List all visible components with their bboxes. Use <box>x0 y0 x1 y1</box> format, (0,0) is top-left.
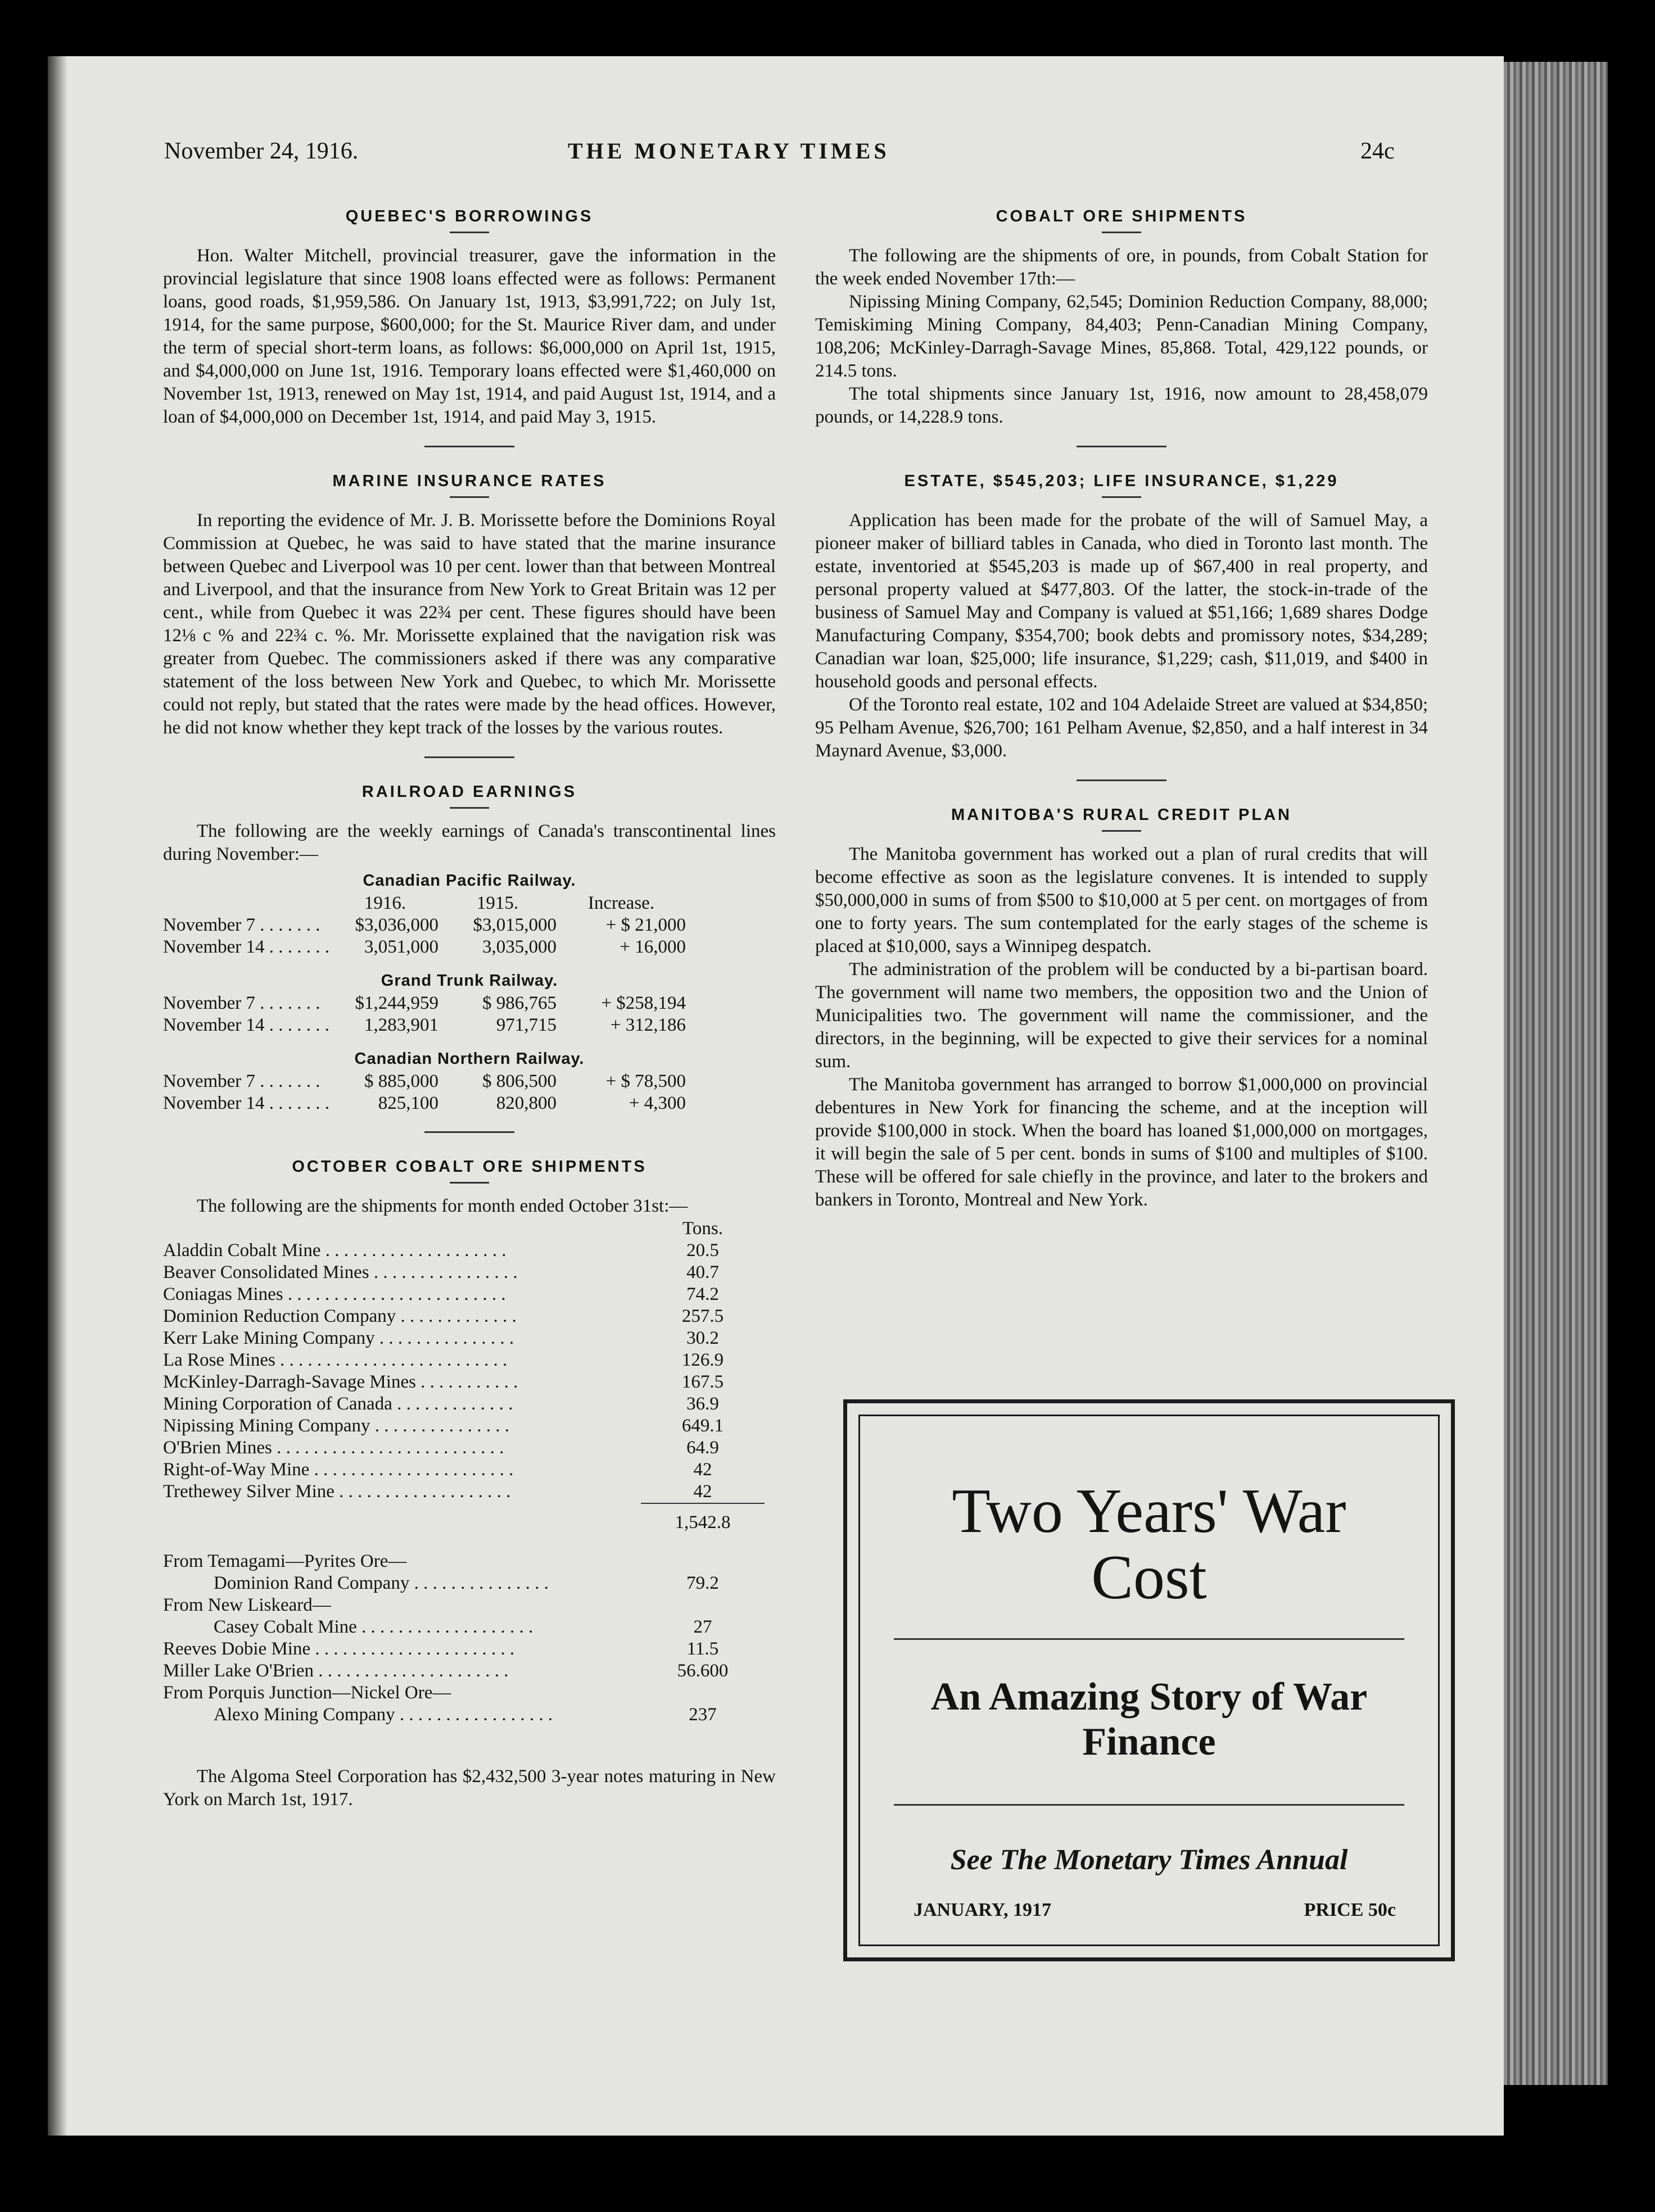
col-increase-header: Increase. <box>587 893 655 913</box>
value-1916: $ 885,000 <box>364 1071 438 1091</box>
ore-source: Reeves Dobie Mine . . . . . . . . . . . . . . . . . . . . . . <box>163 1639 515 1659</box>
mine-tons: 167.5 <box>681 1372 724 1392</box>
mine-name: La Rose Mines . . . . . . . . . . . . . . . . . . . . . . . . . <box>163 1350 508 1370</box>
mine-name: McKinley-Darragh-Savage Mines . . . . . . . . . . . <box>163 1372 518 1392</box>
earnings-table-gtr <box>163 992 776 1036</box>
ore-source: From Temagami—Pyrites Ore— <box>163 1551 407 1571</box>
value-increase: + $258,194 <box>601 993 686 1013</box>
blank-cell <box>163 1218 641 1240</box>
estate-heading: ESTATE, $545,203; LIFE INSURANCE, $1,229 <box>904 472 1339 490</box>
ad-call-to-action: See The Monetary Times Annual <box>950 1844 1348 1876</box>
heading-rule <box>450 1182 489 1184</box>
heading-rule <box>1102 232 1141 233</box>
value-increase: + $ 21,000 <box>605 915 686 935</box>
ad-subtitle-line1: An Amazing Story of War <box>930 1675 1368 1719</box>
ad-title-line1: Two Years' War <box>952 1476 1346 1546</box>
quebec-body: Hon. Walter Mitchell, provincial treasurer, gave the information in the provincial legislature that since 1908 loans effected were as follows: Permanent loans, good roads, $1,959,586. On January 1st, 1913, $3,991,722; on July 1st, 1914, for the same purpose, $600,000; for the St. Maurice River dam, and under the term of special short-term loans, as follows: $6,000,000 on April 1st, 1915, and $4,000,000 on June 1st, 1916. Temporary loans effected were $1,460,000 on November 1st, 1913, renewed on May 1st, 1914, and paid August 1st, 1914, and a loan of $4,000,000 on December 1st, 1914, and paid May 3, 1915. <box>163 246 776 427</box>
mine-name: O'Brien Mines . . . . . . . . . . . . . . . . . . . . . . . . . <box>163 1438 504 1458</box>
marine-heading: MARINE INSURANCE RATES <box>332 472 607 490</box>
row-label: November 7 . . . . . . . <box>163 915 320 935</box>
blank-cell <box>163 1503 641 1534</box>
ore-tons: 27 <box>693 1617 712 1637</box>
mine-name: Coniagas Mines . . . . . . . . . . . . . . . . . . . . . . . . <box>163 1284 506 1304</box>
mine-name: Dominion Reduction Company . . . . . . . . . . . . . <box>163 1306 517 1326</box>
mine-tons: 74.2 <box>686 1284 719 1304</box>
cobalt-p3: The total shipments since January 1st, 1916, now amount to 28,458,079 pounds, or 14,228.9 tons. <box>815 384 1428 427</box>
heading-rule <box>1102 830 1141 832</box>
value-1916: 825,100 <box>378 1093 438 1113</box>
row-label: November 14 . . . . . . . <box>163 937 330 957</box>
value-increase: + 16,000 <box>620 937 686 957</box>
ad-price: PRICE 50c <box>1304 1900 1396 1920</box>
heading-rule <box>450 807 489 809</box>
marine-body: In reporting the evidence of Mr. J. B. Morissette before the Dominions Royal Commission at Quebec, he was said to have stated that the marine insurance between Quebec and Liverpool was 10 per cent. lower than that between Montreal and Liverpool, and that the insurance from New York to Great Britain was 12 per cent., while from Quebec it was 22¾ per cent. These figures should have been 12⅛ c % and 22¾ c. %. Mr. Morissette explained that the navigation risk was greater from Quebec. The commissioners asked if there was any comparative statement of the loss between New York and Quebec, to which Mr. Morissette could not reply, but stated that the rates were made by the head offices. However, he did not know whether they kept track of the losses by the various routes. <box>163 510 776 738</box>
row-label: November 7 . . . . . . . <box>163 1071 320 1091</box>
value-1915: $ 986,765 <box>482 993 557 1013</box>
ad-date: JANUARY, 1917 <box>914 1900 1052 1920</box>
ad-title-line2: Cost <box>1091 1543 1207 1612</box>
mine-tons: 257.5 <box>681 1306 724 1326</box>
section-separator <box>424 1131 514 1133</box>
ore-tons: 79.2 <box>686 1573 719 1593</box>
mine-tons: 126.9 <box>681 1350 724 1370</box>
right-column <box>815 205 1428 1212</box>
ore-source: From New Liskeard— <box>163 1595 331 1615</box>
quebec-heading: QUEBEC'S BORROWINGS <box>345 207 594 225</box>
blank-cell <box>163 892 332 914</box>
mine-tons: 20.5 <box>686 1240 719 1261</box>
total-tons: 1,542.8 <box>641 1503 765 1534</box>
heading-rule <box>1102 496 1141 498</box>
spine-shadow <box>48 56 67 2136</box>
algoma-body: The Algoma Steel Corporation has $2,432,500 3-year notes maturing in New York on March 1st, 1917. <box>163 1766 776 1810</box>
mine-name: Nipissing Mining Company . . . . . . . . . . . . . . . <box>163 1416 510 1436</box>
value-1916: 3,051,000 <box>364 937 438 957</box>
ad-rule <box>894 1804 1404 1806</box>
earnings-table-cnr <box>163 1071 776 1114</box>
value-increase: + 312,186 <box>610 1015 686 1035</box>
col-1916-header: 1916. <box>364 893 406 913</box>
cobalt-heading: COBALT ORE SHIPMENTS <box>996 207 1247 225</box>
heading-rule <box>450 232 489 233</box>
ad-rule <box>894 1638 1404 1640</box>
mine-tons: 64.9 <box>686 1438 719 1458</box>
value-1916: $1,244,959 <box>355 993 438 1013</box>
mine-name: Trethewey Silver Mine . . . . . . . . . . . . . . . . . . . <box>163 1481 511 1502</box>
railroad-intro: The following are the weekly earnings of Canada's transcontinental lines during November:— <box>163 821 776 864</box>
ore-tons <box>641 1594 765 1616</box>
row-label: November 14 . . . . . . . <box>163 1093 330 1113</box>
header-page-number: 24c <box>1360 138 1395 164</box>
book-page-edges <box>1504 62 1608 2085</box>
cobalt-p2: Nipissing Mining Company, 62,545; Dominion Reduction Company, 88,000; Temiskiming Mining Company, 84,403; Penn-Canadian Mining Company, 108,206; McKinley-Darragh-Savage Mines, 85,868. Total, 429,122 pounds, or 214.5 tons. <box>815 292 1428 381</box>
company-name: Canadian Northern Railway. <box>354 1050 585 1068</box>
section-separator <box>424 756 514 758</box>
estate-p1: Application has been made for the probate of the will of Samuel May, a pioneer maker of billiard tables in Canada, who died in Toronto last month. The estate, inventoried at $545,203 is made up of $67,400 in real property, and personal property valued at $477,803. Of the latter, the stock-in-trade of the business of Samuel May and Company is valued at $51,166; 1,689 shares Dodge Manufacturing Company, $354,700; book debts and promissory notes, $34,289; Canadian war loan, $25,000; life insurance, $1,229; cash, $11,019, and $400 in household goods and personal effects. <box>815 510 1428 692</box>
advertisement-inner-border <box>858 1415 1440 1946</box>
october-ore-table <box>163 1218 776 1726</box>
ore-source: Miller Lake O'Brien . . . . . . . . . . . . . . . . . . . . . <box>163 1661 509 1681</box>
mine-tons: 42 <box>693 1459 712 1480</box>
left-column <box>163 205 776 1811</box>
ore-source: Alexo Mining Company . . . . . . . . . . . . . . . . . <box>214 1705 553 1725</box>
company-name: Grand Trunk Railway. <box>381 972 558 990</box>
header-publication: THE MONETARY TIMES <box>568 138 890 164</box>
estate-p2: Of the Toronto real estate, 102 and 104 Adelaide Street are valued at $34,850; 95 Pelham Avenue, $26,700; 161 Pelham Avenue, $2,850, and a half interest in 34 Maynard Avenue, $3,000. <box>815 695 1428 761</box>
value-1916: $3,036,000 <box>355 915 438 935</box>
manitoba-p2: The administration of the problem will be conducted by a bi-partisan board. The government will name two members, the opposition two and the Union of Municipalities two. The government will name the commissioner, and the directors, in the beginning, will be expected to give their services for a nominal sum. <box>815 959 1428 1072</box>
value-1915: $ 806,500 <box>482 1071 557 1091</box>
value-increase: + $ 78,500 <box>605 1071 686 1091</box>
ore-tons <box>641 1534 765 1572</box>
ore-tons: 56.600 <box>677 1661 729 1681</box>
mine-name: Right-of-Way Mine . . . . . . . . . . . . . . . . . . . . . . <box>163 1459 514 1480</box>
row-label: November 7 . . . . . . . <box>163 993 320 1013</box>
annual-advertisement <box>843 1399 1455 1961</box>
mine-name: Beaver Consolidated Mines . . . . . . . . . . . . . . . . <box>163 1262 518 1282</box>
ore-source: Dominion Rand Company . . . . . . . . . . . . . . . <box>214 1573 549 1593</box>
mine-name: Mining Corporation of Canada . . . . . . . . . . . . . <box>163 1394 513 1414</box>
header-date: November 24, 1916. <box>164 138 359 164</box>
section-separator <box>424 446 514 447</box>
ore-source: From Porquis Junction—Nickel Ore— <box>163 1683 451 1703</box>
earnings-table-cpr <box>163 892 776 958</box>
ore-source: Casey Cobalt Mine . . . . . . . . . . . . . . . . . . . <box>214 1617 533 1637</box>
ad-subtitle-line2: Finance <box>1082 1720 1216 1764</box>
ore-tons <box>641 1682 765 1704</box>
mine-name: Aladdin Cobalt Mine . . . . . . . . . . . . . . . . . . . . <box>163 1240 507 1261</box>
mine-tons: 649.1 <box>681 1416 724 1436</box>
value-1915: 971,715 <box>496 1015 557 1035</box>
ore-tons: 11.5 <box>686 1639 719 1659</box>
railroad-heading: RAILROAD EARNINGS <box>361 783 577 801</box>
row-label: November 14 . . . . . . . <box>163 1015 330 1035</box>
heading-rule <box>450 496 489 498</box>
value-increase: + 4,300 <box>628 1093 686 1113</box>
value-1916: 1,283,901 <box>364 1015 438 1035</box>
october-intro: The following are the shipments for month ended October 31st:— <box>197 1196 688 1216</box>
mine-tons: 30.2 <box>686 1328 719 1348</box>
manitoba-p1: The Manitoba government has worked out a plan of rural credits that will become effective as soon as the legislature convenes. It is intended to supply $50,000,000 in sums of from $500 to $10,000 at 5 per cent. on mortgages of from one to forty years. The sum contemplated for the early stages of the scheme is placed at $10,000, says a Winnipeg despatch. <box>815 844 1428 957</box>
value-1915: 820,800 <box>496 1093 557 1113</box>
manitoba-p3: The Manitoba government has arranged to borrow $1,000,000 on provincial debentures in New York for financing the scheme, and at the inception will provide $100,000 in stock. When the board has loaned $1,000,000 on mortgages, it will begin the sale of 5 per cent. bonds in sums of $100 and multiples of $100. These will be offered for sale chiefly in the province, and later to the brokers and bankers in Toronto, Montreal and New York. <box>815 1075 1428 1210</box>
value-1915: $3,015,000 <box>473 915 557 935</box>
mine-tons: 42 <box>693 1481 712 1502</box>
section-separator <box>1077 446 1166 447</box>
mine-tons: 40.7 <box>686 1262 719 1282</box>
ore-tons: 237 <box>689 1705 717 1725</box>
company-name: Canadian Pacific Railway. <box>363 872 576 890</box>
october-heading: OCTOBER COBALT ORE SHIPMENTS <box>292 1158 647 1176</box>
mine-tons: 36.9 <box>686 1394 719 1414</box>
manitoba-heading: MANITOBA'S RURAL CREDIT PLAN <box>951 806 1292 824</box>
mine-name: Kerr Lake Mining Company . . . . . . . . . . . . . . . <box>163 1328 514 1348</box>
col-1915-header: 1915. <box>476 893 519 913</box>
section-separator <box>1077 779 1166 781</box>
cobalt-p1: The following are the shipments of ore, in pounds, from Cobalt Station for the week ended November 17th:— <box>815 246 1428 289</box>
value-1915: 3,035,000 <box>482 937 557 957</box>
tons-header: Tons. <box>682 1218 723 1239</box>
